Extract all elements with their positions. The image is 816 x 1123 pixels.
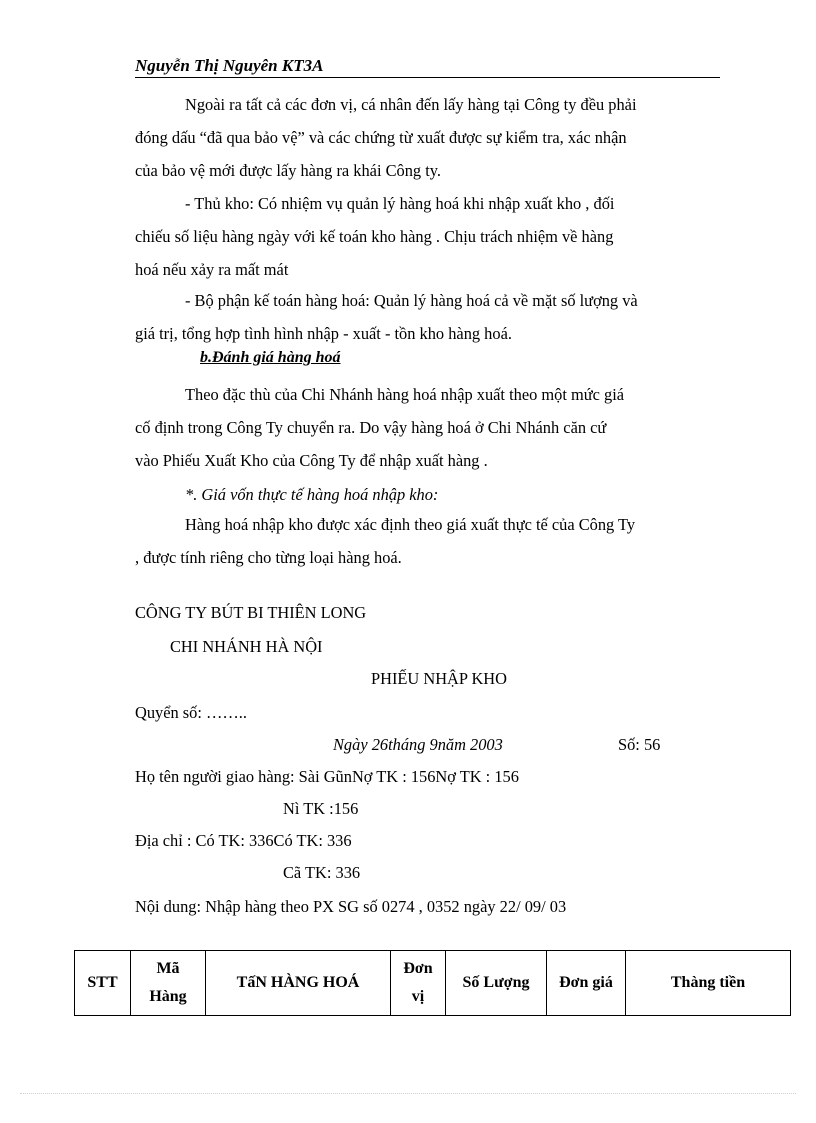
section-title: b.Đánh giá hàng hoá [200,349,341,366]
company-name: CÔNG TY BÚT BI THIÊN LONG [135,603,367,622]
col-so-luong: Số Lượng [446,951,547,1016]
paragraph-storekeeper: - Thủ kho: Có nhiệm vụ quản lý hàng hoá khi nhập xuất kho , đối chiếu số liệu hàng ngày với kế toán kho hàng . Chịu trách nhiệm về hàng hoá nếu xảy ra mất mát [135,194,615,279]
credit-account: Cã TK: 336 [283,863,361,882]
paragraph-cost: Hàng hoá nhập kho được xác định theo giá xuất thực tế của Công Ty , được tính riêng cho từng loại hàng hoá. [135,515,636,567]
book-number: Quyển số: …….. [135,703,247,722]
form-date: Ngày 26tháng 9năm 2003 [333,735,503,754]
goods-table [74,950,791,1016]
paragraph-store-exit: Ngoài ra tất cả các đơn vị, cá nhân đến lấy hàng tại Công ty đều phải đóng dấu “đã qua bảo vệ” và các chứng từ xuất được sự kiểm tra, xác nhận của bảo vệ mới được lấy hàng ra khái Công ty. [135,95,637,180]
page-header: Nguyễn Thị Nguyên KT3A [135,56,720,78]
col-ten-hang: TấN HÀNG HOÁ [206,951,391,1016]
col-don-vi: Đơn vị [391,951,446,1016]
col-don-gia: Đơn giá [547,951,626,1016]
address-line: Địa chỉ : Có TK: 336Có TK: 336 [135,831,352,850]
form-number: Số: 56 [618,735,661,754]
branch-name: CHI NHÁNH HÀ NỘI [170,637,323,656]
col-stt: STT [75,951,131,1016]
form-title: PHIẾU NHẬP KHO [371,669,507,688]
col-thanh-tien: Thàng tiền [626,951,791,1016]
col-ma-hang: Mã Hàng [131,951,206,1016]
paragraph-accounting: - Bộ phận kế toán hàng hoá: Quản lý hàng hoá cả về mặt số lượng và giá trị, tổng hợp tình hình nhập - xuất - tồn kho hàng hoá. [135,291,638,343]
cost-subheading: *. Giá vốn thực tế hàng hoá nhập kho: [185,485,439,504]
page-divider [20,1093,796,1094]
table-header-row [75,951,791,1016]
content-line: Nội dung: Nhập hàng theo PX SG số 0274 , 0352 ngày 22/ 09/ 03 [135,897,567,916]
paragraph-pricing: Theo đặc thù của Chi Nhánh hàng hoá nhập xuất theo một mức giá cố định trong Công Ty chuyển ra. Do vậy hàng hoá ở Chi Nhánh căn cứ vào Phiếu Xuất Kho của Công Ty để nhập xuất hàng . [135,385,625,470]
debit-account: Nì TK :156 [283,799,359,818]
deliverer-line: Họ tên người giao hàng: Sài GũnNợ TK : 156Nợ TK : 156 [135,767,519,786]
